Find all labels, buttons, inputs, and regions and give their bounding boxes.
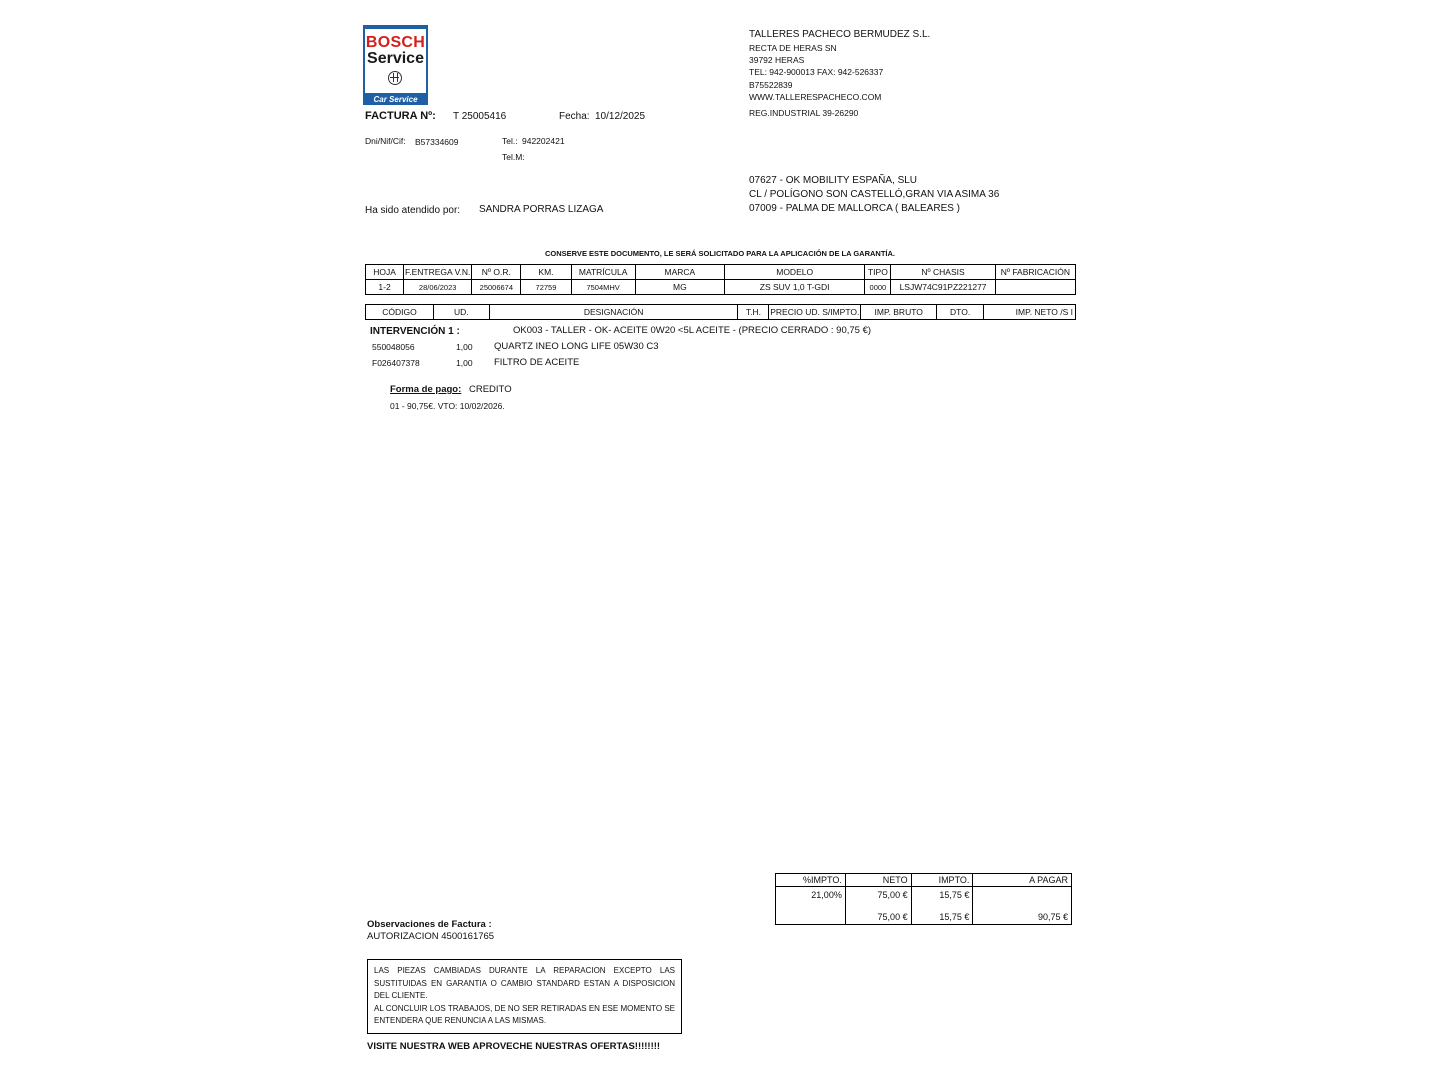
totals-rate-row	[776, 887, 1072, 911]
totals-header-cell: A PAGAR	[973, 874, 1072, 887]
tel-label: Tel.:	[502, 136, 518, 146]
item-qty: 1,00	[456, 342, 473, 352]
empty-cell	[776, 910, 846, 925]
invoice-number: T 25005416	[453, 111, 507, 122]
tel-value: 942202421	[522, 136, 565, 146]
totals-sum-row	[776, 910, 1072, 925]
vehicle-header-cell: HOJA	[366, 265, 404, 280]
footer-promo: VISITE NUESTRA WEB APROVECHE NUESTRAS OFERTAS!!!!!!!!	[367, 1041, 661, 1052]
vehicle-value-cell: 7504MHV	[571, 280, 635, 295]
payment-label: Forma de pago:	[390, 384, 462, 395]
invoice-date-label: Fecha:	[559, 111, 590, 122]
vehicle-header-cell: MODELO	[724, 265, 864, 280]
disclaimer-paragraph: LAS PIEZAS CAMBIADAS DURANTE LA REPARACION EXCEPTO LAS SUSTITUIDAS EN GARANTIA O CAMBIO STANDARD ESTAN A DISPOSICION DEL CLIENTE.	[374, 966, 675, 1000]
vehicle-value-cell: 1-2	[366, 280, 404, 295]
vehicle-value-cell: ZS SUV 1,0 T-GDI	[724, 280, 864, 295]
vehicle-header-cell: Nº CHASIS	[891, 265, 995, 280]
attended-by: SANDRA PORRAS LIZAGA	[479, 204, 604, 215]
items-header-cell: DTO.	[937, 305, 984, 320]
item-description: FILTRO DE ACEITE	[494, 357, 580, 368]
totals-table	[775, 873, 1072, 925]
logo-brand: BOSCH	[365, 34, 426, 51]
warranty-notice: CONSERVE ESTE DOCUMENTO, LE SERÁ SOLICITADO PARA LA APLICACIÓN DE LA GARANTÍA.	[544, 249, 896, 258]
company-cif: B75522839	[749, 80, 793, 90]
vehicle-value-cell: 25006674	[472, 280, 521, 295]
neto-total: 75,00 €	[845, 910, 911, 925]
item-code: F026407378	[372, 358, 420, 368]
attended-label: Ha sido atendido por:	[365, 205, 461, 216]
company-address: RECTA DE HERAS SN	[749, 43, 837, 53]
vehicle-table	[365, 264, 1076, 295]
items-header-row	[366, 305, 1076, 320]
customer-line-3: 07009 - PALMA DE MALLORCA ( BALEARES )	[749, 203, 961, 214]
items-header-cell: CÓDIGO	[366, 305, 434, 320]
vehicle-header-cell: MARCA	[635, 265, 724, 280]
item-code: 550048056	[372, 342, 415, 352]
disclaimer-box	[367, 959, 682, 1034]
vehicle-header-cell: Nº FABRICACIÓN	[995, 265, 1075, 280]
company-web: WWW.TALLERESPACHECO.COM	[749, 92, 882, 102]
item-description: QUARTZ INEO LONG LIFE 05W30 C3	[494, 341, 659, 352]
vehicle-value-row	[366, 280, 1076, 295]
observations-text: AUTORIZACION 4500161765	[367, 931, 495, 942]
neto-value: 75,00 €	[845, 887, 911, 911]
logo-subtitle: Car Service	[373, 95, 418, 104]
logo-service: Service	[367, 50, 424, 67]
invoice-date: 10/12/2025	[595, 111, 646, 122]
vehicle-header-row	[366, 265, 1076, 280]
company-name: TALLERES PACHECO BERMUDEZ S.L.	[749, 29, 931, 40]
bosch-armature-icon	[388, 71, 402, 85]
items-header-cell: PRECIO UD. S/IMPTO.	[769, 305, 861, 320]
amount-to-pay: 90,75 €	[973, 910, 1072, 925]
items-header-cell: IMP. NETO /S I	[984, 305, 1076, 320]
disclaimer-paragraph: AL CONCLUIR LOS TRABAJOS, DE NO SER RETIRADAS EN ESE MOMENTO SE ENTENDERA QUE RENUNCIA A LAS MISMAS.	[374, 1003, 675, 1025]
vehicle-value-cell: LSJW74C91PZ221277	[891, 280, 995, 295]
vehicle-value-cell: 28/06/2023	[404, 280, 472, 295]
company-city: 39792 HERAS	[749, 55, 805, 65]
totals-header-cell: IMPTO.	[911, 874, 973, 887]
vehicle-value-cell: MG	[635, 280, 724, 295]
vehicle-header-cell: MATRÍCULA	[571, 265, 635, 280]
totals-header-row	[776, 874, 1072, 887]
company-reg: REG.INDUSTRIAL 39-26290	[749, 108, 859, 118]
customer-line-1: 07627 - OK MOBILITY ESPAÑA, SLU	[749, 175, 918, 186]
payment-method: CREDITO	[469, 384, 512, 395]
impto-total: 15,75 €	[911, 910, 973, 925]
vehicle-value-cell: 72759	[521, 280, 571, 295]
bosch-service-logo	[363, 25, 428, 105]
empty-cell	[973, 887, 1072, 911]
item-qty: 1,00	[456, 358, 473, 368]
vehicle-header-cell: F.ENTREGA V.N.	[404, 265, 472, 280]
telm-label: Tel.M:	[502, 152, 525, 162]
items-header-cell: T.H.	[738, 305, 769, 320]
company-phone-fax: TEL: 942-900013 FAX: 942-526337	[749, 67, 884, 77]
vehicle-header-cell: Nº O.R.	[472, 265, 521, 280]
items-header-table	[365, 304, 1076, 320]
invoice-number-label: FACTURA Nº:	[365, 110, 436, 122]
tax-rate: 21,00%	[776, 887, 846, 911]
intervention-label: INTERVENCIÓN 1 :	[370, 326, 460, 337]
items-header-cell: UD.	[433, 305, 489, 320]
vehicle-header-cell: KM.	[521, 265, 571, 280]
vehicle-value-cell	[995, 280, 1075, 295]
totals-header-cell: %IMPTO.	[776, 874, 846, 887]
vehicle-header-cell: TIPO	[865, 265, 891, 280]
customer-line-2: CL / POLÍGONO SON CASTELLÓ,GRAN VIA ASIMA 36	[749, 189, 1000, 200]
items-header-cell: IMP. BRUTO	[861, 305, 937, 320]
observations-label: Observaciones de Factura :	[367, 919, 492, 930]
payment-detail: 01 - 90,75€. VTO: 10/02/2026.	[390, 401, 505, 411]
dni-value: B57334609	[415, 137, 459, 147]
dni-label: Dni/Nif/Cif:	[365, 136, 406, 146]
items-header-cell: DESIGNACIÓN	[489, 305, 738, 320]
totals-header-cell: NETO	[845, 874, 911, 887]
impto-value: 15,75 €	[911, 887, 973, 911]
intervention-description: OK003 - TALLER - OK- ACEITE 0W20 <5L ACEITE - (PRECIO CERRADO : 90,75 €)	[513, 325, 872, 336]
vehicle-value-cell: 0000	[865, 280, 891, 295]
